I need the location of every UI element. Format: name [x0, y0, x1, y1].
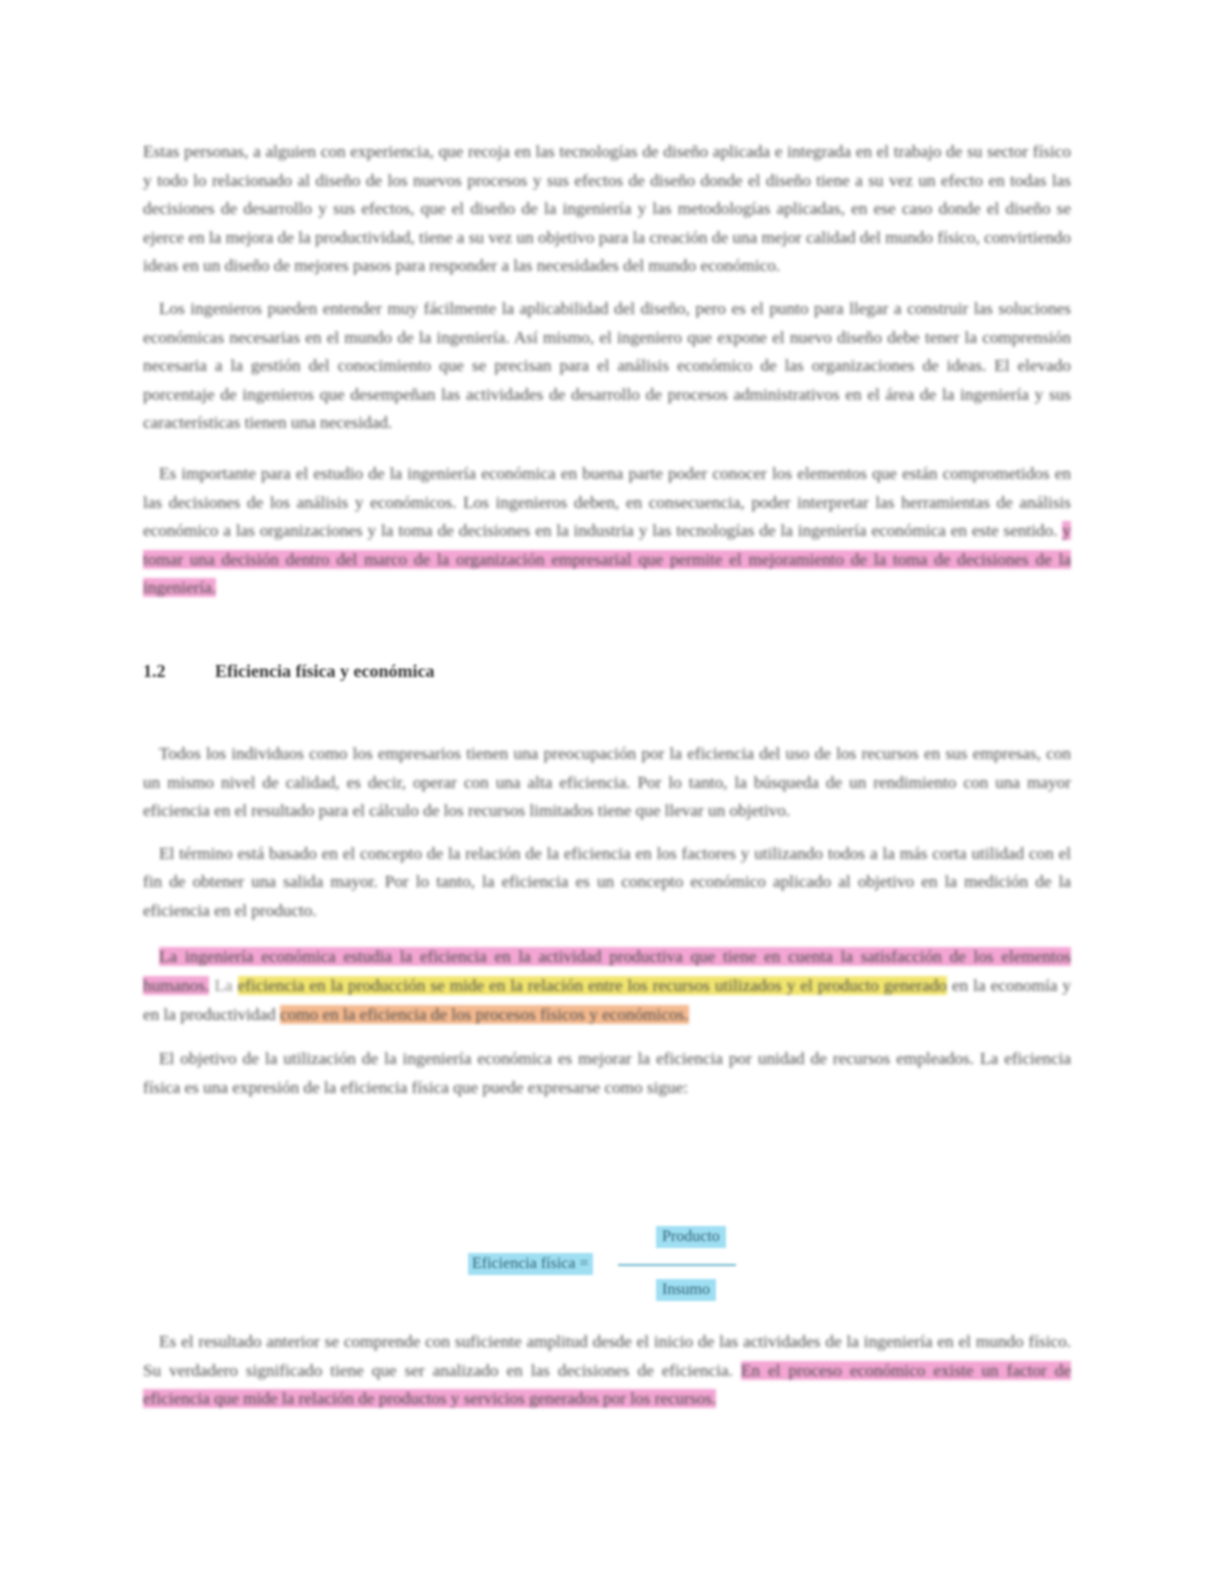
highlight-pink-2[interactable]: La ingeniería económica estudia la eficiencia en la actividad productiva que tiene en cuenta la satisfacción de los elementos humanos. [143, 947, 1071, 996]
highlight-orange[interactable]: como en la eficiencia de los procesos físicos y económicos. [279, 1004, 689, 1024]
section-heading [143, 661, 1071, 682]
efficiency-formula [468, 1226, 758, 1306]
highlight-pink-3[interactable]: En el proceso económico existe un factor de eficiencia que mide la relación de productos y servicios generados por los recursos. [143, 1360, 1071, 1409]
paragraph-7: El objetivo de la utilización de la ingeniería económica es mejorar la eficiencia por unidad de recursos empleados. La eficiencia física es una expresión de la eficiencia física que puede expresarse como sigue: [143, 1049, 1071, 1097]
formula-denominator[interactable]: Insumo [656, 1279, 716, 1301]
formula-numerator[interactable]: Producto [656, 1226, 726, 1248]
section-number: 1.2 [143, 660, 166, 681]
paragraph-1: Estas personas, a alguien con experiencia, que recoja en las tecnologías de diseño aplicada e integrada en el trabajo de su sector físico y todo lo relacionado al diseño de los nuevos procesos y sus efectos de diseño donde el diseño tiene a su vez un efecto en todas las decisiones de desarrollo y sus efectos, que el diseño de la ingeniería y las metodologías aplicadas, en ese caso donde el diseño se ejerce en la mejora de la productividad, tiene a su vez un objetivo para la creación de una mejor calidad del mundo físico, convirtiendo ideas en un diseño de mejores pasos para responder a las necesidades del mundo económico. [143, 142, 1071, 276]
paragraph-6-grey-text: La [214, 976, 233, 996]
highlight-pink-1[interactable]: y tomar una decisión dentro del marco de la organización empresarial que permite el mejoramiento de la toma de decisiones de la ingeniería. [143, 521, 1071, 598]
paragraph-5: El término está basado en el concepto de la relación de la eficiencia en los factores y utilizando todos a la más corta utilidad con el fin de obtener una salida mayor. Por lo tanto, la eficiencia es un concepto económico aplicado al objetivo en la medición de la eficiencia en el producto. [143, 843, 1071, 920]
document-page [143, 138, 1071, 1102]
paragraph-3-text: Es importante para el estudio de la ingeniería económica en buena parte poder conocer los elementos que están comprometidos en las decisiones de los análisis y económicos. Los ingenieros deben, en consecuencia, poder interpretar las herramientas de análisis económico a las organizaciones y la toma de decisiones en la industria y las tecnologías de la ingeniería económica en este sentido. [143, 463, 1071, 541]
paragraph-8-text: Es el resultado anterior se comprende con suficiente amplitud desde el inicio de las actividades de la ingeniería en el mundo físico. Su verdadero significado tiene que ser analizado en las decisiones de eficiencia. [143, 1332, 1071, 1380]
document-page-bottom [143, 1328, 1071, 1414]
paragraph-8 [143, 1328, 1071, 1414]
paragraph-6 [143, 943, 1071, 1029]
paragraph-3 [143, 460, 1071, 603]
paragraph-2: Los ingenieros pueden entender muy fácilmente la aplicabilidad del diseño, pero es el punto para llegar a construir las soluciones económicas necesarias en el mundo de la ingeniería. Así mismo, el ingeniero que expone el nuevo diseño debe tener la comprensión necesaria a la gestión del conocimiento que se precisan para el análisis económico de las organizaciones de ideas. El elevado porcentaje de ingenieros que desempeñan las actividades de desarrollo de procesos administrativos en el área de la ingeniería y sus características tienen una necesidad. [143, 298, 1071, 433]
formula-lhs[interactable]: Eficiencia física = [468, 1253, 593, 1275]
paragraph-6-text: en la economía y en la productividad [143, 976, 1072, 1024]
fraction-bar [618, 1264, 736, 1266]
paragraph-4: Todos los individuos como los empresarios tienen una preocupación por la eficiencia del uso de los recursos en sus empresas, con un mismo nivel de calidad, es decir, operar con una alta eficiencia. Por lo tanto, la búsqueda de un rendimiento con una mayor eficiencia en el resultado para el cálculo de los recursos limitados tiene que llevar un objetivo. [143, 743, 1071, 821]
highlight-yellow[interactable]: eficiencia en la producción se mide en la relación entre los recursos utilizados y el producto generado [237, 976, 947, 996]
section-title: Eficiencia física y económica [215, 660, 435, 681]
